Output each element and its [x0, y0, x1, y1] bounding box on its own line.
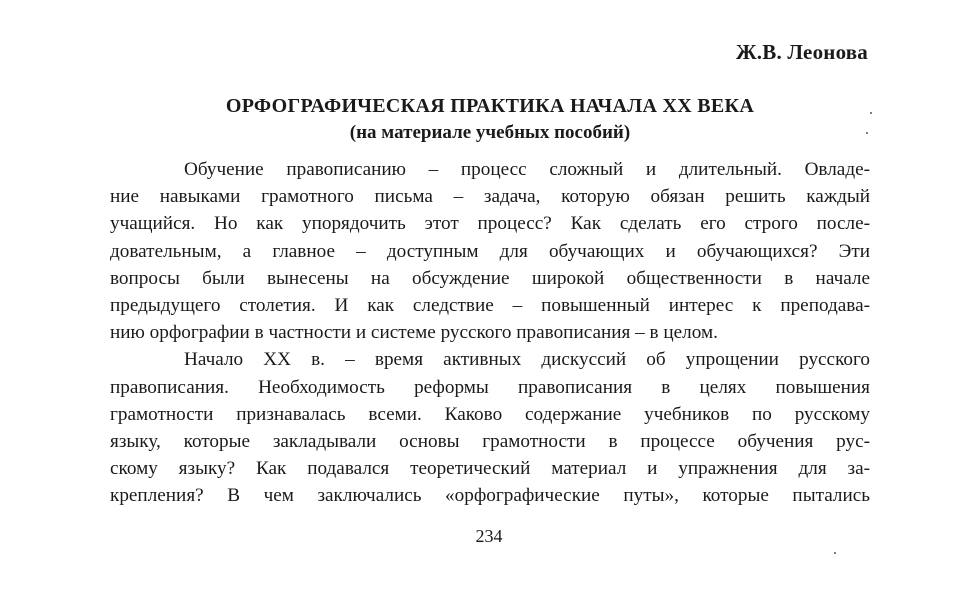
- paragraph: [110, 156, 870, 346]
- text-line: Начало XX в. – время активных дискуссий об упрощении русского: [184, 349, 870, 371]
- article-body: [110, 156, 870, 509]
- author-name: Ж.В. Леонова: [735, 40, 868, 64]
- text-line: скому языку? Как подавался теоретический материал и упражнения для за-: [110, 458, 870, 480]
- scan-speck: [866, 132, 868, 134]
- text-line: вопросы были вынесены на обсуждение широкой общественности в начале: [110, 267, 870, 289]
- text-line: правописания. Необходимость реформы правописания в целях повышения: [110, 376, 870, 398]
- article-subtitle: (на материале учебных пособий): [349, 122, 631, 143]
- text-line: ние навыками грамотного письма – задача, которую обязан решить каждый: [110, 186, 870, 208]
- text-line: довательным, а главное – доступным для обучающих и обучающихся? Эти: [110, 240, 870, 262]
- text-line: языку, которые закладывали основы грамотности в процессе обучения рус-: [110, 430, 870, 452]
- text-line: крепления? В чем заключались «орфографические путы», которые пытались: [110, 485, 870, 507]
- article-heading: [110, 92, 870, 146]
- text-line: грамотности признавалась всеми. Каково содержание учебников по русскому: [110, 403, 870, 425]
- scan-speck: [870, 112, 872, 114]
- paragraph: [110, 346, 870, 509]
- article-title: ОРФОГРАФИЧЕСКАЯ ПРАКТИКА НАЧАЛА XX ВЕКА: [225, 95, 755, 117]
- text-line: предыдущего столетия. И как следствие – повышенный интерес к преподава-: [110, 294, 870, 316]
- text-line: Обучение правописанию – процесс сложный и длительный. Овладе-: [184, 159, 870, 180]
- page-number: 234: [475, 526, 503, 546]
- text-line: нию орфографии в частности и системе русского правописания – в целом.: [110, 322, 718, 344]
- text-line: учащийся. Но как упорядочить этот процесс? Как сделать его строго после-: [110, 213, 870, 235]
- scan-speck: [834, 552, 836, 554]
